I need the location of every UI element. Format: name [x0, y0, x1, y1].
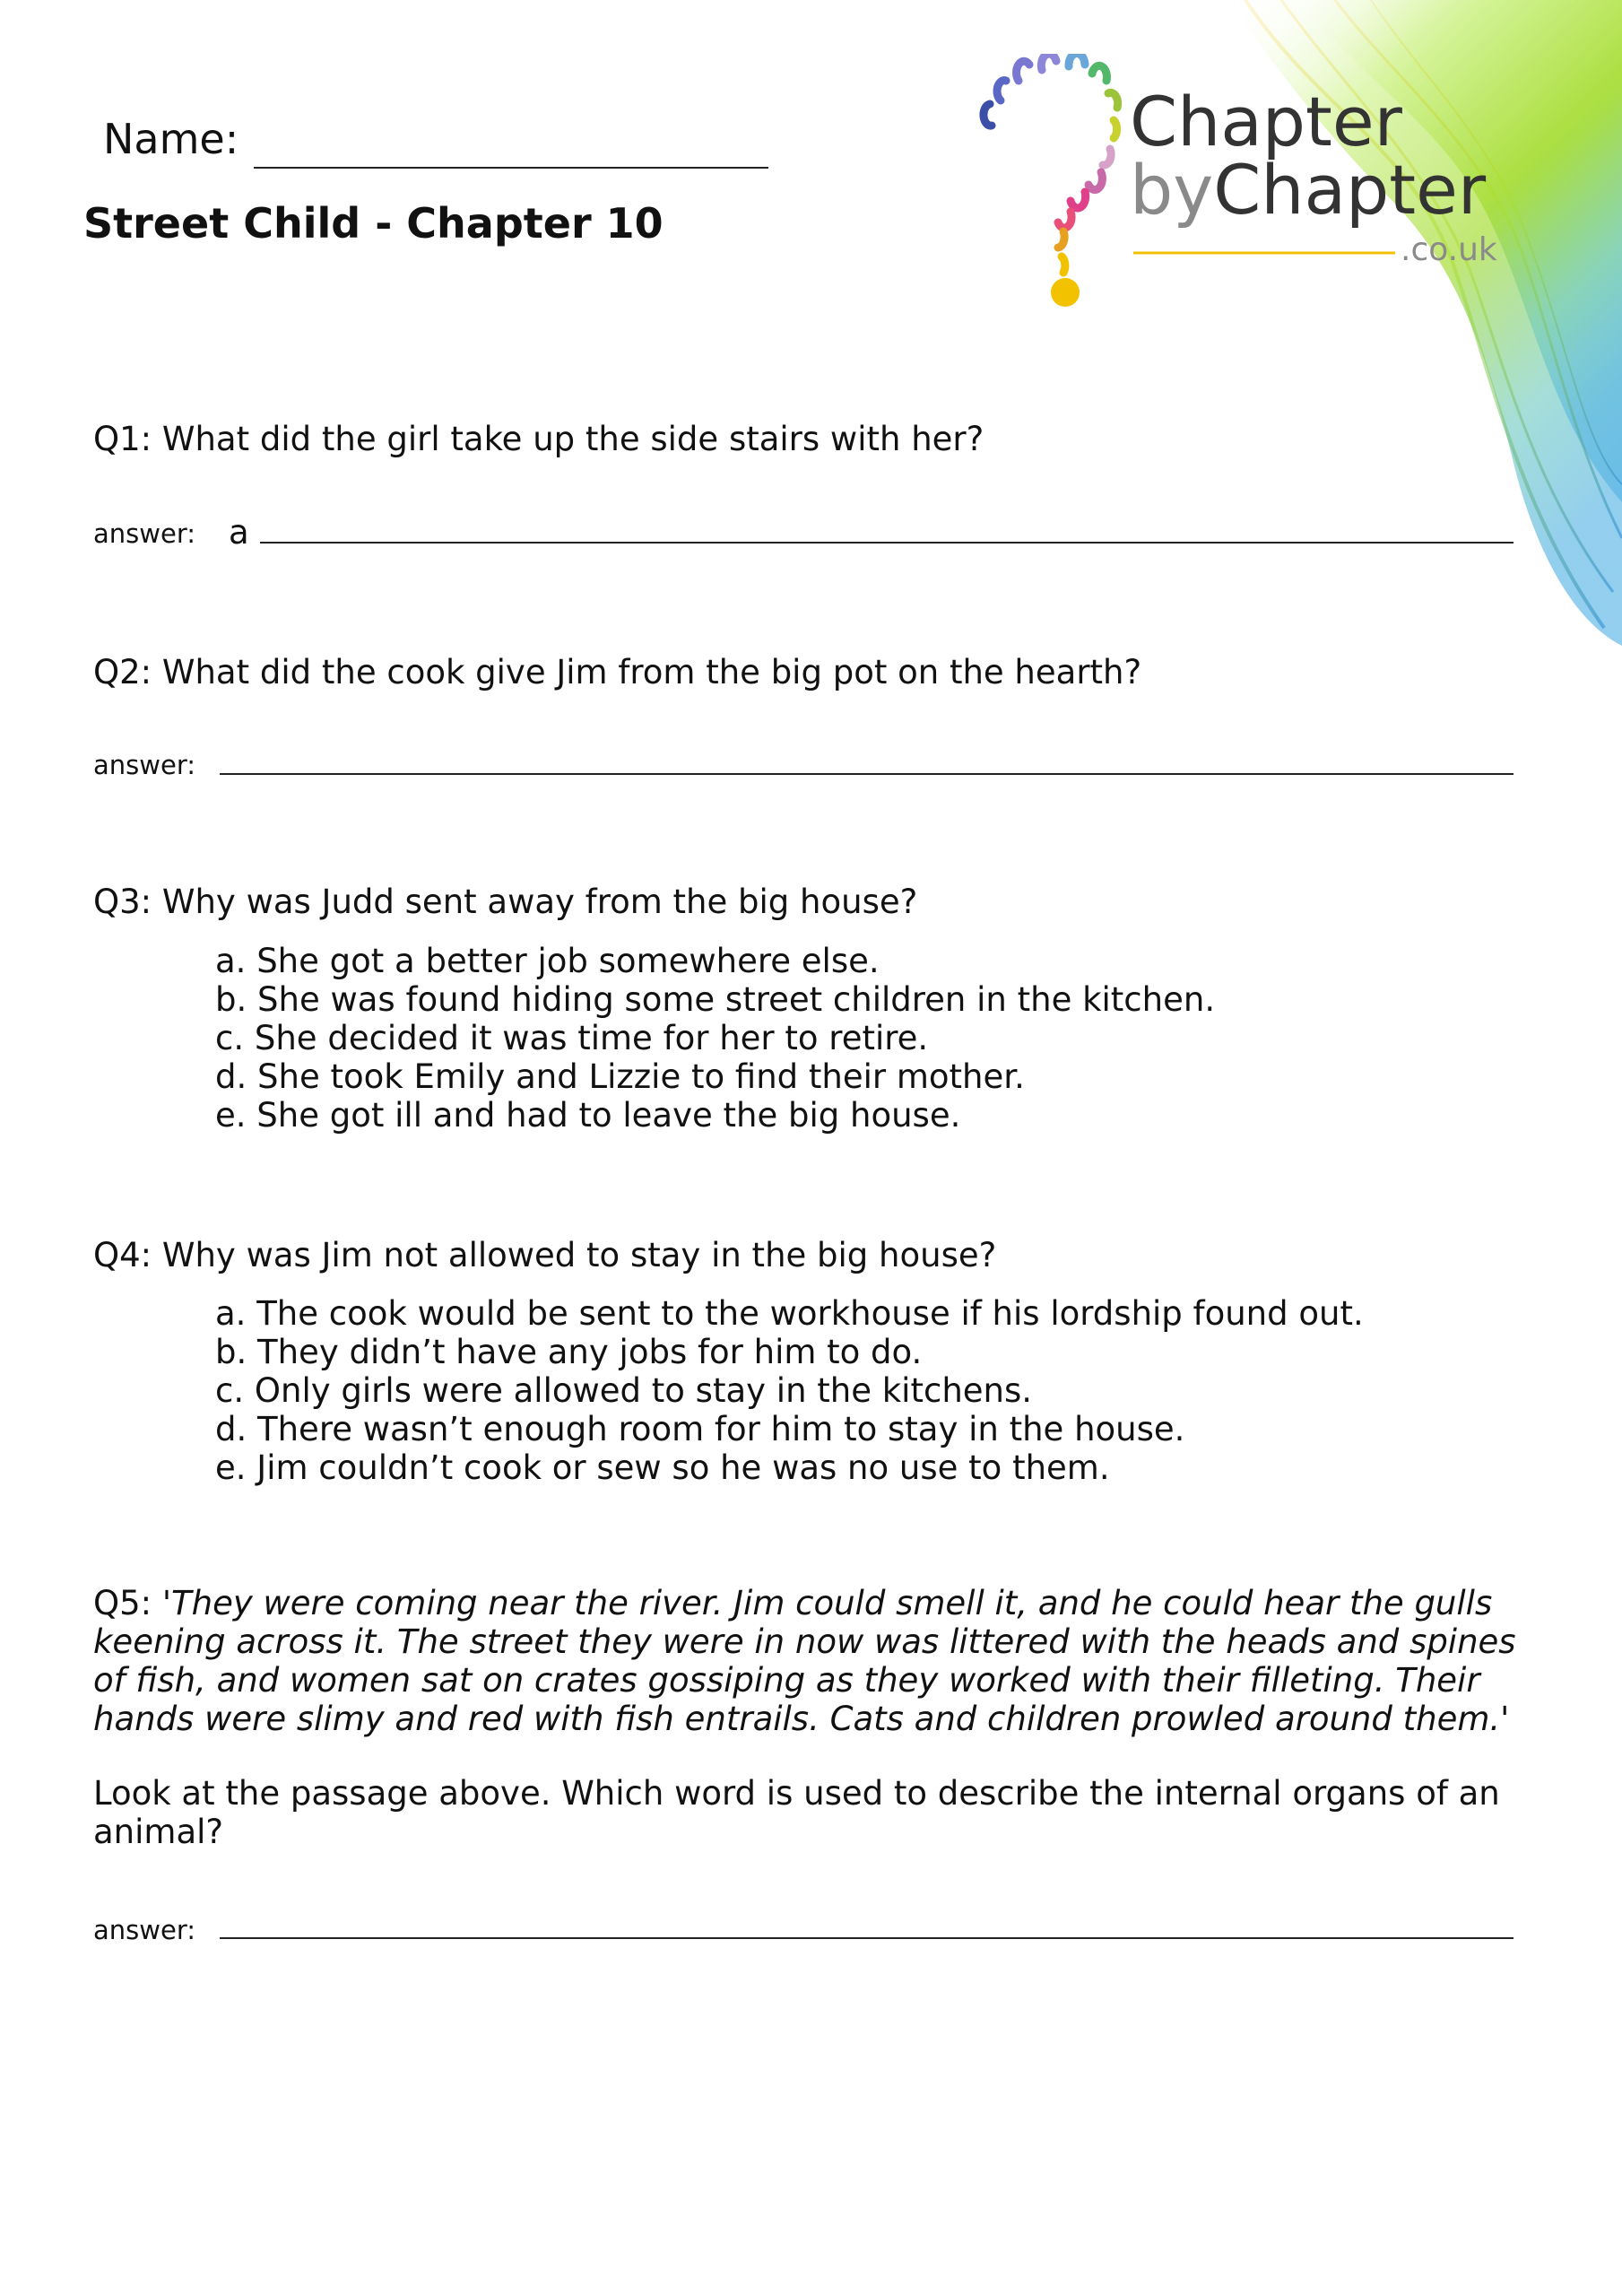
svg-text:byChapter	[1130, 150, 1487, 230]
question-3-option-c[interactable]: c. She decided it was time for her to retire.	[215, 1019, 929, 1057]
question-5-passage-block	[93, 1584, 1528, 1738]
question-4-option-c[interactable]: c. Only girls were allowed to stay in the kitchens.	[215, 1371, 1033, 1410]
name-input-line[interactable]	[254, 167, 768, 169]
worksheet-title: Street Child - Chapter 10	[83, 199, 664, 248]
question-5-prefix: Q5:	[93, 1584, 162, 1622]
question-4-prompt: Q4: Why was Jim not allowed to stay in the big house?	[93, 1236, 997, 1274]
question-3-option-d[interactable]: d. She took Emily and Lizzie to find their mother.	[215, 1057, 1025, 1096]
question-2-answer-line[interactable]	[220, 773, 1514, 775]
question-4-option-a[interactable]: a. The cook would be sent to the workhouse if his lordship found out.	[215, 1294, 1364, 1333]
question-1-answer-line[interactable]	[260, 542, 1514, 544]
question-3-prompt: Q3: Why was Judd sent away from the big house?	[93, 883, 918, 921]
question-mark-dot-icon	[1051, 278, 1080, 307]
question-4-option-b[interactable]: b. They didn’t have any jobs for him to do.	[215, 1333, 923, 1371]
question-5-answer-line[interactable]	[220, 1937, 1514, 1939]
question-5-passage: 'They were coming near the river. Jim could smell it, and he could hear the gulls keening across it. The street they were in now was littered with the heads and spines of fish, and women sat on crates gossiping as they worked with their filleting. Their hands were slimy and red with fish entrails. Cats and children prowled around them.'	[93, 1584, 1516, 1738]
logo-line1: Chapter	[1130, 82, 1402, 161]
logo-line2-main: Chapter	[1213, 150, 1487, 230]
question-5-prompt: Look at the passage above. Which word is used to describe the internal organs of an animal?	[93, 1774, 1500, 1851]
question-3-option-b[interactable]: b. She was found hiding some street children in the kitchen.	[215, 980, 1216, 1019]
question-3-options	[215, 942, 1215, 1135]
question-4-option-d[interactable]: d. There wasn’t enough room for him to stay in the house.	[215, 1410, 1185, 1448]
question-4-options	[215, 1294, 1364, 1487]
question-3-option-e[interactable]: e. She got ill and had to leave the big house.	[215, 1096, 961, 1135]
chapter-by-chapter-logo	[967, 54, 1540, 314]
logo-domain: .co.uk	[1401, 231, 1497, 268]
question-1-prompt: Q1: What did the girl take up the side stairs with her?	[93, 420, 984, 458]
question-1-answer-value[interactable]: a	[229, 513, 249, 552]
logo-line2-prefix: by	[1130, 150, 1214, 230]
question-3-option-a[interactable]: a. She got a better job somewhere else.	[215, 942, 880, 980]
question-2-prompt: Q2: What did the cook give Jim from the big pot on the hearth?	[93, 653, 1142, 691]
question-2-answer-label: answer:	[93, 750, 196, 780]
question-mark-books-icon	[984, 54, 1118, 273]
question-4-option-e[interactable]: e. Jim couldn’t cook or sew so he was no use to them.	[215, 1448, 1110, 1487]
question-5-answer-label: answer:	[93, 1915, 196, 1945]
name-label: Name:	[103, 115, 239, 163]
question-1-answer-label: answer:	[93, 518, 196, 549]
